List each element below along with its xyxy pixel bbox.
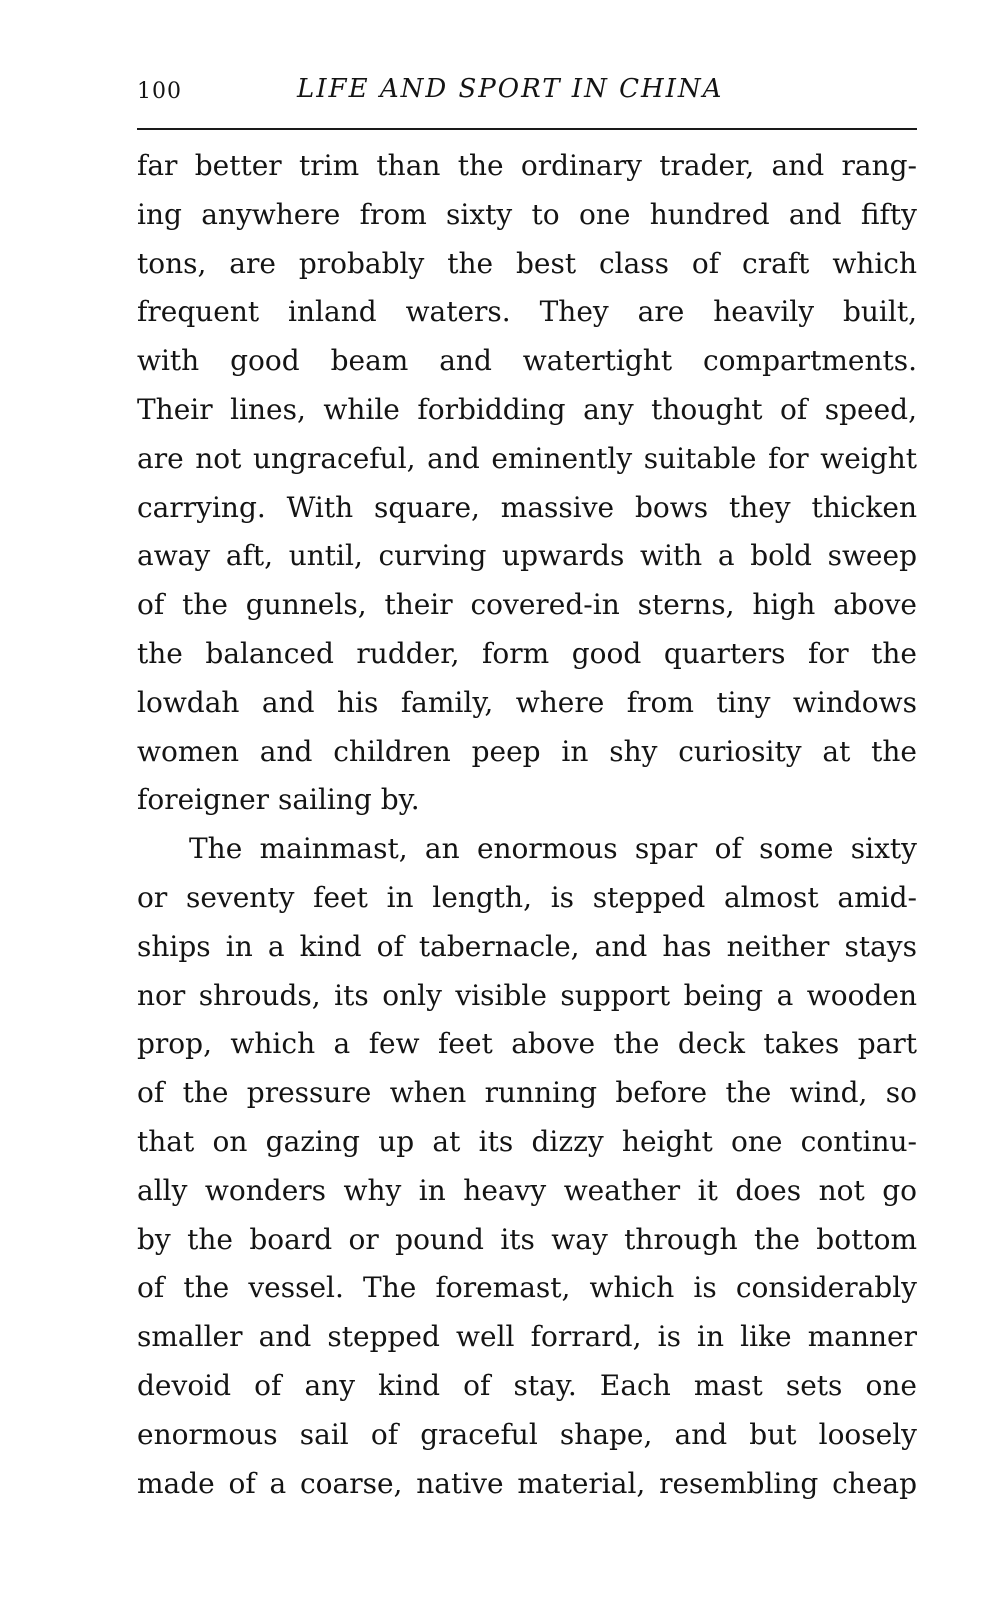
text-line: of the vessel. The foremast, which is considerably [137,1271,917,1305]
text-line: by the board or pound its way through the bottom [137,1222,917,1256]
text-line: tons, are probably the best class of craft which [137,246,917,280]
text-line: ing anywhere from sixty to one hundred and fifty [137,197,917,231]
text-line: of the gunnels, their covered-in sterns, high above [137,588,917,622]
text-line: of the pressure when running before the wind, so [137,1076,917,1110]
text-line: carrying. With square, massive bows they thicken [137,490,917,524]
text-line: or seventy feet in length, is stepped almost amid- [137,880,917,914]
text-line: are not ungraceful, and eminently suitable for weight [137,441,917,475]
text-line: ships in a kind of tabernacle, and has neither stays [137,929,917,963]
running-head [137,74,917,114]
text-line: with good beam and watertight compartments. [137,344,917,378]
header-rule [137,128,917,130]
text-line: women and children peep in shy curiosity at the [137,734,917,768]
text-line: Their lines, while forbidding any thought of speed, [137,392,917,426]
running-title: LIFE AND SPORT IN CHINA [297,74,724,104]
text-line: lowdah and his family, where from tiny windows [137,685,917,719]
text-line: smaller and stepped well forrard, is in like manner [137,1320,917,1354]
text-line: far better trim than the ordinary trader, and rang- [137,149,917,182]
text-line: enormous sail of graceful shape, and but loosely [137,1417,917,1451]
text-line: nor shrouds, its only visible support being a wooden [137,978,917,1012]
text-line: The mainmast, an enormous spar of some sixty [189,832,917,866]
text-line: away aft, until, curving upwards with a bold sweep [137,539,917,573]
page-number: 100 [137,79,182,104]
text-line: frequent inland waters. They are heavily built, [137,295,917,329]
text-line: devoid of any kind of stay. Each mast sets one [137,1368,917,1402]
text-line: made of a coarse, native material, resembling cheap [137,1466,917,1500]
text-line: that on gazing up at its dizzy height one continu- [137,1124,917,1158]
text-line: the balanced rudder, form good quarters for the [137,636,917,670]
text-line: prop, which a few feet above the deck takes part [137,1027,917,1061]
text-line: foreigner sailing by. [137,783,420,817]
body-text [137,142,917,1508]
text-line: ally wonders why in heavy weather it does not go [137,1173,917,1207]
